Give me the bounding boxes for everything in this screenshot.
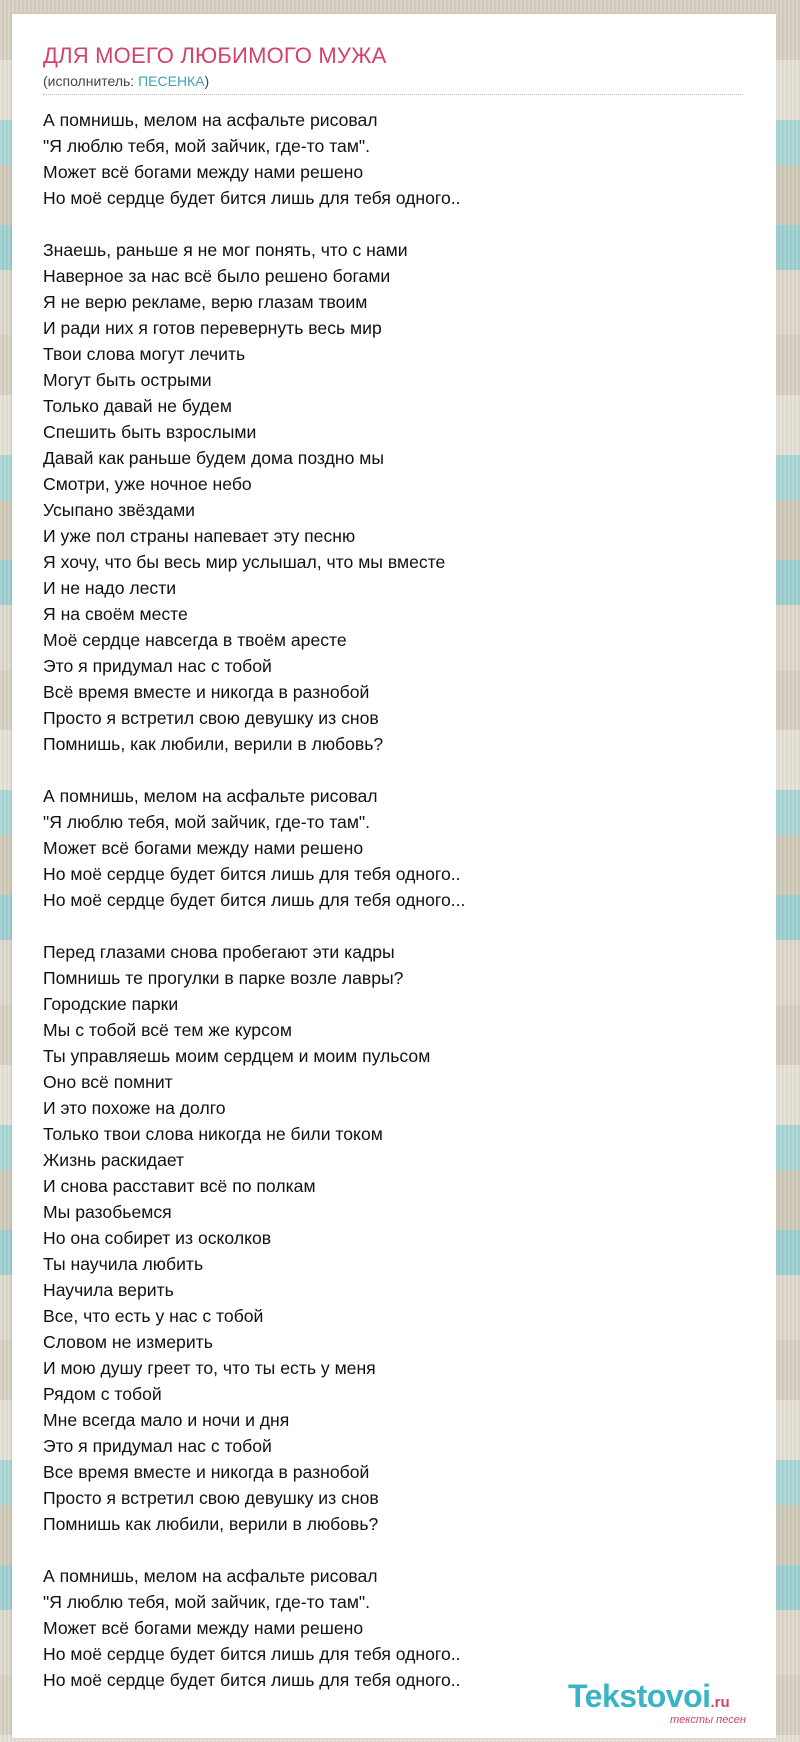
lyric-line: Может всё богами между нами решено bbox=[43, 838, 364, 858]
lyrics-text bbox=[43, 107, 763, 1693]
lyric-line: Я на своём месте bbox=[43, 604, 188, 624]
lyric-line: Только твои слова никогда не били током bbox=[43, 1124, 383, 1144]
lyric-line: Городские парки bbox=[43, 994, 179, 1014]
stanza-break bbox=[43, 757, 763, 783]
lyric-line: Мы разобьемся bbox=[43, 1202, 172, 1222]
lyric-line: Помнишь как любили, верили в любовь? bbox=[43, 1514, 379, 1534]
lyric-line: Наверное за нас всё было решено богами bbox=[43, 266, 391, 286]
lyric-line: Ты управляешь моим сердцем и моим пульсом bbox=[43, 1046, 431, 1066]
lyric-line: Это я придумал нас с тобой bbox=[43, 1436, 272, 1456]
artist-line bbox=[43, 73, 209, 89]
lyric-line: И снова расставит всё по полкам bbox=[43, 1176, 316, 1196]
lyric-line: Но она собирет из осколков bbox=[43, 1228, 272, 1248]
lyric-line: И ради них я готов перевернуть весь мир bbox=[43, 318, 382, 338]
lyric-line: Ты научила любить bbox=[43, 1254, 204, 1274]
lyric-line: Оно всё помнит bbox=[43, 1072, 173, 1092]
title-divider bbox=[43, 94, 743, 95]
lyric-line: "Я люблю тебя, мой зайчик, где-то там". bbox=[43, 1592, 371, 1612]
lyric-line: Но моё сердце будет бится лишь для тебя одного.. bbox=[43, 864, 461, 884]
lyric-line: Словом не измерить bbox=[43, 1332, 213, 1352]
lyric-line: Но моё сердце будет бится лишь для тебя одного.. bbox=[43, 1644, 461, 1664]
artist-link[interactable]: ПЕСЕНКА bbox=[138, 73, 205, 89]
stanza-break bbox=[43, 1537, 763, 1563]
lyric-line: Это я придумал нас с тобой bbox=[43, 656, 272, 676]
lyric-line: Может всё богами между нами решено bbox=[43, 162, 364, 182]
lyric-line: И уже пол страны напевает эту песню bbox=[43, 526, 356, 546]
artist-prefix: (исполнитель: bbox=[43, 73, 139, 89]
lyrics-page bbox=[12, 14, 776, 1738]
lyric-line: Помнишь те прогулки в парке возле лавры? bbox=[43, 968, 404, 988]
stanza-break bbox=[43, 913, 763, 939]
lyric-line: Смотри, уже ночное небо bbox=[43, 474, 252, 494]
lyric-line: Все время вместе и никогда в разнобой bbox=[43, 1462, 370, 1482]
lyric-line: А помнишь, мелом на асфальте рисовал bbox=[43, 1566, 378, 1586]
lyric-line: Усыпано звёздами bbox=[43, 500, 195, 520]
lyric-line: Я хочу, что бы весь мир услышал, что мы вместе bbox=[43, 552, 446, 572]
lyric-line: Просто я встретил свою девушку из снов bbox=[43, 708, 379, 728]
logo-wordmark: Tekstovoi bbox=[568, 1678, 711, 1714]
artist-suffix: ) bbox=[204, 73, 210, 89]
lyric-line: Научила верить bbox=[43, 1280, 174, 1300]
lyric-line: Перед глазами снова пробегают эти кадры bbox=[43, 942, 395, 962]
lyric-line: И это похоже на долго bbox=[43, 1098, 226, 1118]
lyric-line: Просто я встретил свою девушку из снов bbox=[43, 1488, 379, 1508]
lyric-line: Может всё богами между нами решено bbox=[43, 1618, 364, 1638]
lyric-line: И не надо лести bbox=[43, 578, 177, 598]
logo-domain: .ru bbox=[710, 1694, 730, 1711]
lyric-line: Мне всегда мало и ночи и дня bbox=[43, 1410, 290, 1430]
lyric-line: Рядом с тобой bbox=[43, 1384, 162, 1404]
lyric-line: Но моё сердце будет бится лишь для тебя одного... bbox=[43, 890, 466, 910]
lyric-line: "Я люблю тебя, мой зайчик, где-то там". bbox=[43, 136, 371, 156]
lyric-line: Знаешь, раньше я не мог понять, что с нами bbox=[43, 240, 408, 260]
lyric-line: "Я люблю тебя, мой зайчик, где-то там". bbox=[43, 812, 371, 832]
lyric-line: Помнишь, как любили, верили в любовь? bbox=[43, 734, 384, 754]
lyric-line: И мою душу греет то, что ты есть у меня bbox=[43, 1358, 376, 1378]
site-logo[interactable] bbox=[568, 1678, 746, 1726]
lyric-line: Могут быть острыми bbox=[43, 370, 212, 390]
lyric-line: Мы с тобой всё тем же курсом bbox=[43, 1020, 292, 1040]
lyric-line: Давай как раньше будем дома поздно мы bbox=[43, 448, 384, 468]
lyric-line: Всё время вместе и никогда в разнобой bbox=[43, 682, 370, 702]
logo-tagline: тексты песен bbox=[670, 1714, 746, 1726]
song-title: ДЛЯ МОЕГО ЛЮБИМОГО МУЖА bbox=[43, 43, 387, 68]
lyric-line: Все, что есть у нас с тобой bbox=[43, 1306, 264, 1326]
lyric-line: Но моё сердце будет бится лишь для тебя одного.. bbox=[43, 1670, 461, 1690]
lyric-line: Спешить быть взрослыми bbox=[43, 422, 257, 442]
lyric-line: Я не верю рекламе, верю глазам твоим bbox=[43, 292, 368, 312]
lyric-line: Моё сердце навсегда в твоём аресте bbox=[43, 630, 347, 650]
stanza-break bbox=[43, 211, 763, 237]
lyric-line: Твои слова могут лечить bbox=[43, 344, 246, 364]
lyric-line: Но моё сердце будет бится лишь для тебя одного.. bbox=[43, 188, 461, 208]
lyric-line: А помнишь, мелом на асфальте рисовал bbox=[43, 786, 378, 806]
lyric-line: А помнишь, мелом на асфальте рисовал bbox=[43, 110, 378, 130]
lyric-line: Жизнь раскидает bbox=[43, 1150, 185, 1170]
lyric-line: Только давай не будем bbox=[43, 396, 232, 416]
